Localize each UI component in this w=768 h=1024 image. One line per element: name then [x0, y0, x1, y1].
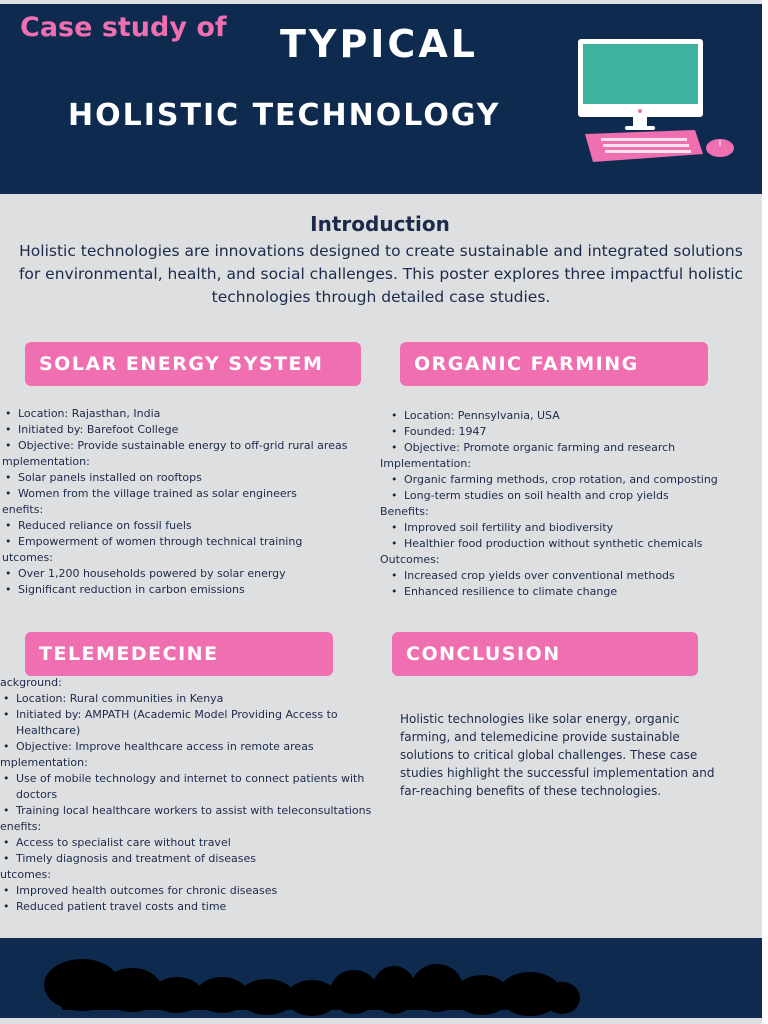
list-item: • Location: Pennsylvania, USA: [402, 408, 765, 424]
list-item: • Objective: Promote organic farming and research: [402, 440, 765, 456]
list-item: • Timely diagnosis and treatment of diseases: [14, 851, 380, 867]
list-item: • Training local healthcare workers to assist with teleconsultations: [14, 803, 380, 819]
header-band: [0, 4, 768, 194]
telemedicine-outcomes-label: utcomes:: [0, 868, 51, 881]
list-item: • Founded: 1947: [402, 424, 765, 440]
solar-title: SOLAR ENERGY SYSTEM: [39, 353, 324, 375]
solar-implementation-label: mplementation:: [2, 455, 90, 468]
list-item: • Reduced reliance on fossil fuels: [16, 518, 372, 534]
header-title-line1: TYPICAL: [280, 22, 478, 66]
list-item: • Objective: Provide sustainable energy to off-grid rural areas: [16, 438, 372, 454]
organic-section: [380, 408, 765, 600]
list-item: • Location: Rural communities in Kenya: [14, 691, 380, 707]
page-edge: [762, 0, 768, 1024]
list-item: • Initiated by: Barefoot College: [16, 422, 372, 438]
list-item: • Improved health outcomes for chronic diseases: [14, 883, 380, 899]
list-item: • Use of mobile technology and internet to connect patients with doctors: [14, 771, 380, 803]
solar-section: [2, 406, 372, 598]
list-item: • Location: Rajasthan, India: [16, 406, 372, 422]
list-item: • Solar panels installed on rooftops: [16, 470, 372, 486]
header-title-line2: HOLISTIC TECHNOLOGY: [68, 98, 501, 133]
list-item: • Reduced patient travel costs and time: [14, 899, 380, 915]
solar-title-pill: [25, 342, 361, 386]
list-item: • Healthier food production without synthetic chemicals: [402, 536, 765, 552]
conclusion-title: CONCLUSION: [406, 643, 561, 665]
redaction-scribble: [42, 950, 582, 1020]
list-item: • Empowerment of women through technical training: [16, 534, 372, 550]
telemedicine-implementation-label: mplementation:: [0, 756, 88, 769]
list-item: • Improved soil fertility and biodiversity: [402, 520, 765, 536]
telemedicine-title: TELEMEDECINE: [39, 643, 219, 665]
list-item: • Initiated by: AMPATH (Academic Model Providing Access to Healthcare): [14, 707, 380, 739]
solar-outcomes-label: utcomes:: [2, 551, 53, 564]
list-item: • Access to specialist care without travel: [14, 835, 380, 851]
list-item: • Women from the village trained as solar engineers: [16, 486, 372, 502]
list-item: • Objective: Improve healthcare access in remote areas: [14, 739, 380, 755]
desktop-computer-icon: [575, 34, 740, 169]
organic-outcomes-label: Outcomes:: [380, 553, 440, 566]
list-item: • Increased crop yields over conventional methods: [402, 568, 765, 584]
list-item: • Organic farming methods, crop rotation, and composting: [402, 472, 765, 488]
telemedicine-background-label: ackground:: [0, 676, 62, 689]
organic-title: ORGANIC FARMING: [414, 353, 639, 375]
list-item: • Long-term studies on soil health and crop yields: [402, 488, 765, 504]
intro-text: Holistic technologies are innovations designed to create sustainable and integrated solutions for environmental, health, and social challenges. This poster explores three impactful holistic technologies through detailed case studies.: [18, 242, 744, 306]
telemedicine-benefits-label: enefits:: [0, 820, 42, 833]
intro-heading: Introduction: [310, 212, 450, 236]
organic-implementation-label: Implementation:: [380, 457, 472, 470]
conclusion-text: Holistic technologies like solar energy, organic farming, and telemedicine provide sustainable solutions to critical global challenges. These case studies highlight the successful implementation and far-reaching benefits of these technologies.: [400, 712, 715, 798]
header-kicker: Case study of: [20, 12, 227, 43]
telemedicine-title-pill: [25, 632, 333, 676]
list-item: • Significant reduction in carbon emissions: [16, 582, 372, 598]
conclusion-title-pill: [392, 632, 698, 676]
solar-benefits-label: enefits:: [2, 503, 44, 516]
organic-title-pill: [400, 342, 708, 386]
list-item: • Over 1,200 households powered by solar energy: [16, 566, 372, 582]
organic-benefits-label: Benefits:: [380, 505, 429, 518]
telemedicine-section: [0, 675, 380, 915]
list-item: • Enhanced resilience to climate change: [402, 584, 765, 600]
